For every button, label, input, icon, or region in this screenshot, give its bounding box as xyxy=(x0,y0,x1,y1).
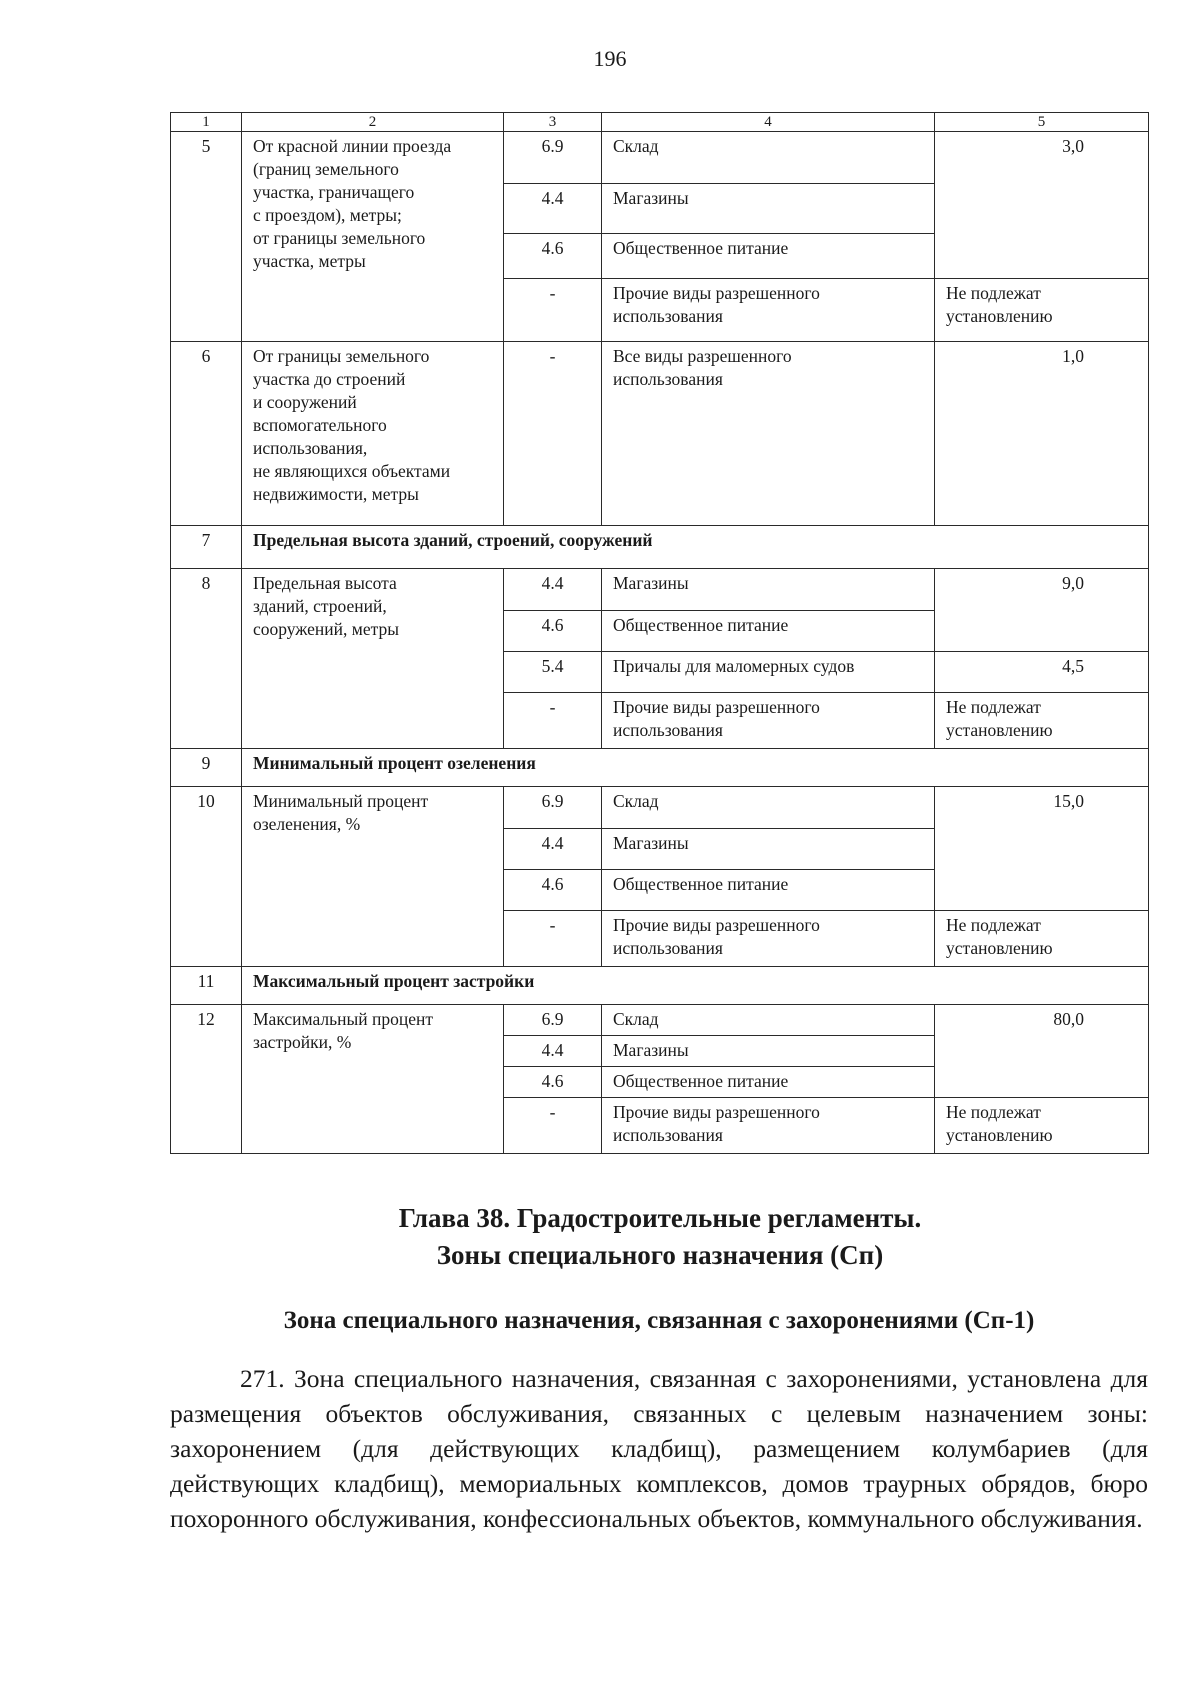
parameter-cell xyxy=(242,342,504,526)
use-code: 4.4 xyxy=(504,1036,602,1067)
use-line: Прочие виды разрешенного xyxy=(613,915,820,935)
use-line: Прочие виды разрешенного xyxy=(613,283,820,303)
use-code: 4.4 xyxy=(504,569,602,611)
use-code: 4.4 xyxy=(504,184,602,234)
use-code: - xyxy=(504,693,602,749)
header-cell: 4 xyxy=(602,113,935,132)
use-type: Магазины xyxy=(602,184,935,234)
use-type xyxy=(602,342,935,526)
use-code: 4.6 xyxy=(504,234,602,279)
parameter-cell xyxy=(242,1005,504,1154)
use-line: использования xyxy=(613,369,723,389)
use-type: Общественное питание xyxy=(602,1067,935,1098)
use-line: использования xyxy=(613,1125,723,1145)
parameter-line: и сооружений xyxy=(253,392,357,412)
parameter-cell xyxy=(242,132,504,342)
use-type: Общественное питание xyxy=(602,611,935,652)
use-type: Магазины xyxy=(602,829,935,870)
parameter-line: использования, xyxy=(253,438,368,458)
chapter-subtitle: Зоны специального назначения (Сп) xyxy=(436,1240,884,1270)
use-code: 4.4 xyxy=(504,829,602,870)
value-line: установлению xyxy=(946,1125,1053,1145)
row-number: 9 xyxy=(171,749,242,787)
use-type: Склад xyxy=(602,132,935,184)
section-title: Максимальный процент застройки xyxy=(242,967,1149,1005)
table-row xyxy=(171,787,1149,829)
value-line: Не подлежат xyxy=(946,1102,1041,1122)
page-number: 196 xyxy=(593,46,627,71)
regulations-table xyxy=(170,112,1149,1154)
use-type xyxy=(602,1098,935,1154)
parameter-line: недвижимости, метры xyxy=(253,484,419,504)
table-row xyxy=(171,1005,1149,1036)
parameter-line: Максимальный процент xyxy=(253,1009,433,1029)
parameter-line: застройки, % xyxy=(253,1032,352,1052)
zone-title: Зона специального назначения, связанная с захоронениями (Сп-1) xyxy=(283,1307,1035,1334)
use-code: 6.9 xyxy=(504,787,602,829)
row-number: 7 xyxy=(171,526,242,569)
use-code: 4.6 xyxy=(504,611,602,652)
use-line: Прочие виды разрешенного xyxy=(613,697,820,717)
value-cell: 15,0 xyxy=(935,787,1149,911)
use-code: - xyxy=(504,911,602,967)
section-title: Предельная высота зданий, строений, сооружений xyxy=(242,526,1149,569)
use-type: Причалы для маломерных судов xyxy=(602,652,935,693)
parameter-line: сооружений, метры xyxy=(253,619,399,639)
use-code: 4.6 xyxy=(504,1067,602,1098)
section-row xyxy=(171,967,1149,1005)
parameter-line: От границы земельного xyxy=(253,346,430,366)
parameter-line: от границы земельного xyxy=(253,228,426,248)
use-type: Магазины xyxy=(602,1036,935,1067)
use-code: 6.9 xyxy=(504,1005,602,1036)
row-number: 6 xyxy=(171,342,242,526)
table-row xyxy=(171,569,1149,611)
use-type: Склад xyxy=(602,787,935,829)
use-line: Все виды разрешенного xyxy=(613,346,792,366)
use-code: - xyxy=(504,279,602,342)
parameter-line: с проездом), метры; xyxy=(253,205,402,225)
section-title: Минимальный процент озеленения xyxy=(242,749,1149,787)
use-type: Общественное питание xyxy=(602,870,935,911)
parameter-cell xyxy=(242,569,504,749)
row-number: 10 xyxy=(171,787,242,967)
parameter-line: вспомогательного xyxy=(253,415,387,435)
use-code: - xyxy=(504,1098,602,1154)
value-line: Не подлежат xyxy=(946,697,1041,717)
parameter-line: Минимальный процент xyxy=(253,791,429,811)
value-cell: 4,5 xyxy=(935,652,1149,693)
row-number: 5 xyxy=(171,132,242,342)
use-type xyxy=(602,693,935,749)
parameter-line: участка, метры xyxy=(253,251,366,271)
row-number: 11 xyxy=(171,967,242,1005)
use-type xyxy=(602,279,935,342)
use-type xyxy=(602,911,935,967)
value-cell xyxy=(935,279,1149,342)
value-cell: 3,0 xyxy=(935,132,1149,279)
parameter-line: участка до строений xyxy=(253,369,406,389)
value-cell xyxy=(935,1098,1149,1154)
value-line: Не подлежат xyxy=(946,283,1041,303)
value-cell: 80,0 xyxy=(935,1005,1149,1098)
parameter-line: зданий, строений, xyxy=(253,596,387,616)
row-number: 12 xyxy=(171,1005,242,1154)
parameter-line: озеленения, % xyxy=(253,814,361,834)
value-line: установлению xyxy=(946,720,1053,740)
use-line: Прочие виды разрешенного xyxy=(613,1102,820,1122)
value-cell: 1,0 xyxy=(935,342,1149,526)
value-cell xyxy=(935,693,1149,749)
use-line: использования xyxy=(613,720,723,740)
use-type: Общественное питание xyxy=(602,234,935,279)
header-cell: 2 xyxy=(242,113,504,132)
table-row xyxy=(171,342,1149,526)
value-cell: 9,0 xyxy=(935,569,1149,652)
header-cell: 3 xyxy=(504,113,602,132)
chapter-heading xyxy=(0,1200,1200,1274)
value-line: Не подлежат xyxy=(946,915,1041,935)
table-row xyxy=(171,132,1149,184)
table-header-row xyxy=(171,113,1149,132)
paragraph-271: 271. Зона специального назначения, связанная с захоронениями, установлена для размещения объектов обслуживания, связанных с целевым назначением зоны: захоронением (для действующих кладбищ), размещением колумбариев (для действующих кладбищ), мемориальных комплексов, домов траурных обрядов, бюро похоронного обслуживания, конфессиональных объектов, коммунального обслуживания. xyxy=(170,1364,1148,1533)
value-cell xyxy=(935,911,1149,967)
use-type: Склад xyxy=(602,1005,935,1036)
parameter-line: Предельная высота xyxy=(253,573,397,593)
parameter-line: (границ земельного xyxy=(253,159,399,179)
parameter-line: не являющихся объектами xyxy=(253,461,451,481)
use-code: 5.4 xyxy=(504,652,602,693)
chapter-title: Глава 38. Градостроительные регламенты. xyxy=(398,1203,922,1233)
section-row xyxy=(171,749,1149,787)
use-line: использования xyxy=(613,306,723,326)
parameter-cell xyxy=(242,787,504,967)
use-code: 4.6 xyxy=(504,870,602,911)
header-cell: 1 xyxy=(171,113,242,132)
use-code: 6.9 xyxy=(504,132,602,184)
parameter-line: участка, граничащего xyxy=(253,182,415,202)
parameter-line: От красной линии проезда xyxy=(253,136,452,156)
section-row xyxy=(171,526,1149,569)
use-line: использования xyxy=(613,938,723,958)
use-type: Магазины xyxy=(602,569,935,611)
row-number: 8 xyxy=(171,569,242,749)
value-line: установлению xyxy=(946,938,1053,958)
value-line: установлению xyxy=(946,306,1053,326)
header-cell: 5 xyxy=(935,113,1149,132)
use-code: - xyxy=(504,342,602,526)
